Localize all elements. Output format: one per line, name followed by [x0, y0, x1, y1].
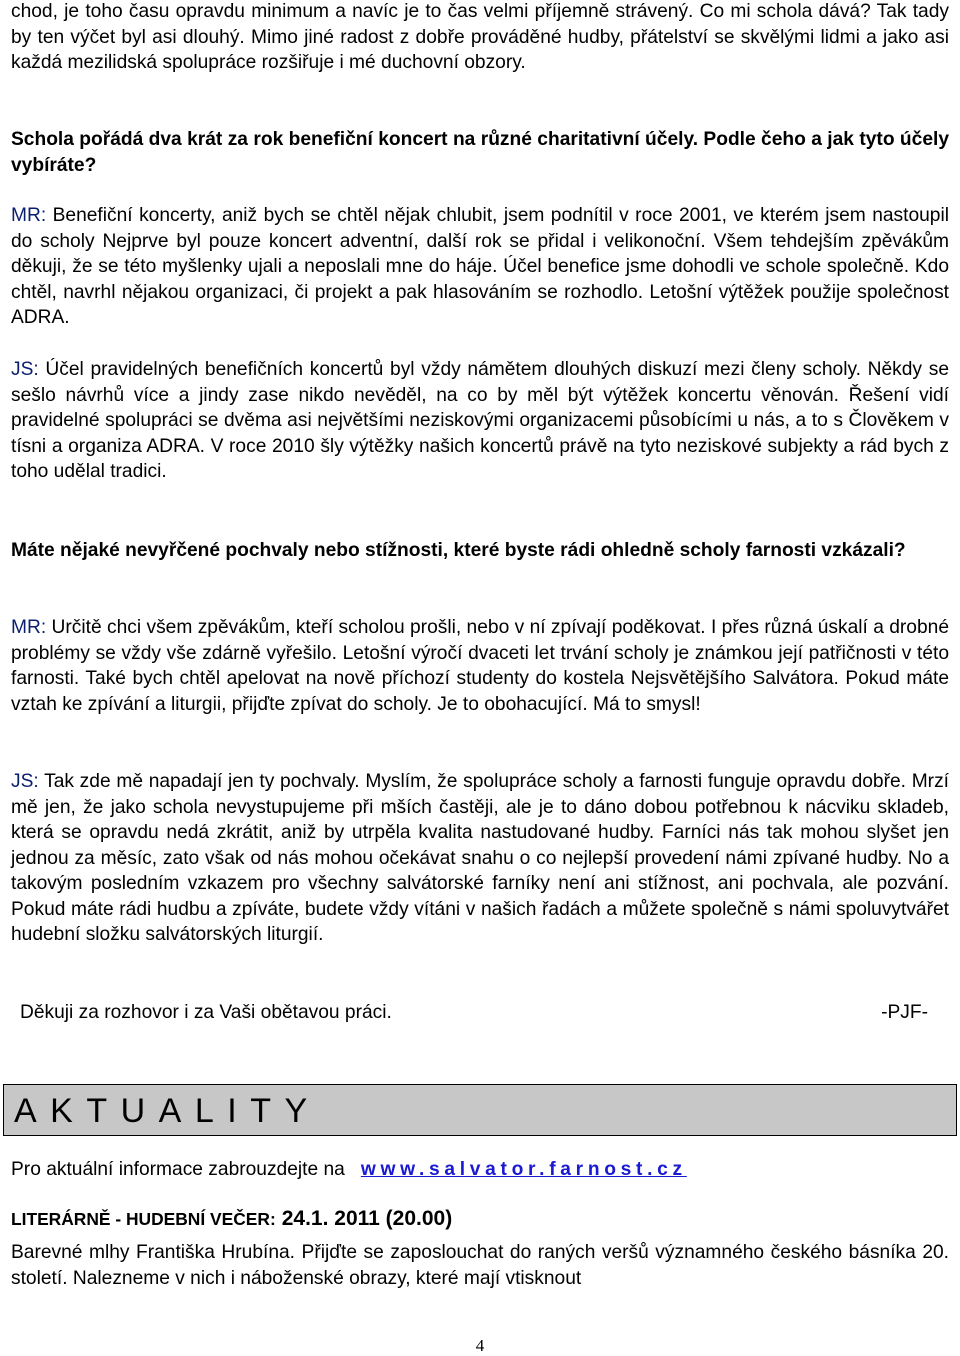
answer-text: Účel pravidelných benefičních koncertů byl vždy námětem dlouhých diskuzí mezi členy scholy. Někdy se sešlo návrhů více a jindy zase nikdo nevěděl, na co by měl být výtěžek koncertu věnován. Řešení vidí pravidelné spolupráci se dvěma asi největšími neziskovými organizacemi působícími u nás, a to s Člověkem v tísni a organiza ADRA. V roce 2010 šly výtěžky našich koncertů právě na tyto neziskové subjekty a rád bych z toho udělal tradici.: [11, 359, 949, 482]
speaker-label: MR:: [11, 617, 47, 638]
author-signature: -PJF-: [881, 1002, 928, 1023]
speaker-label: MR:: [11, 205, 47, 226]
section-banner: [3, 1084, 957, 1136]
answer-text: Tak zde mě napadají jen ty pochvaly. Myslím, že spolupráce scholy a farnosti funguje opravdu dobře. Mrzí mě jen, že jako schola nevystupujeme při mších častěji, ale je to dáno dobou potřebnou k nácviku skladeb, která se opravdu nedá zkrátit, aniž by utrpěla kvalita nastudované hudby. Farníci nás tak mohou slyšet jen jednou za měsíc, zato však od nás mohou očekávat snahu o co nejlepší provedení námi zpívané hudby. No a takovým posledním vzkazem pro všechny salvátorské farníky není ani stížnost, ani pochvala, ale pozvání. Pokud máte rádi hudbu a zpíváte, budete vždy vítáni v našich řadách a můžete společně s námi spoluvytvářet hudební složku salvátorských liturgií.: [11, 771, 949, 945]
event-title: LITERÁRNĚ - HUDEBNÍ VEČER:: [11, 1209, 276, 1229]
thanks-text: Děkuji za rozhovor i za Vaši obětavou práci.: [20, 1002, 392, 1023]
event-description: Barevné mlhy Františka Hrubína. Přijďte se zaposlouchat do raných veršů významného českého básníka 20. století. Nalezneme v nich i náboženské obrazy, které mají vtisknout: [11, 1242, 949, 1289]
info-line: [11, 1157, 687, 1183]
answer-text: Určitě chci všem zpěvákům, kteří scholou prošli, nebo v ní zpívají poděkovat. I přes různá úskalí a drobné problémy se vždy vše zdárně vyřešilo. Letošní výročí dvaceti let trvání scholy je známkou její patřičnosti v této farnosti. Také bych chtěl apelovat na nově příchozí studenty do kostela Nejsvětějšího Salvátora. Pokud máte vztah ke zpívání a liturgii, přijďte zpívat do scholy. Je to obohacující. Má to smysl!: [11, 617, 949, 715]
question-2: Máte nějaké nevyřčené pochvaly nebo stížnosti, které byste rádi ohledně scholy farnosti vzkázali?: [11, 540, 906, 561]
event-date: 24.1. 2011 (20.00): [281, 1207, 453, 1230]
answer-3: [11, 615, 949, 717]
answer-2: [11, 357, 949, 485]
info-text: Pro aktuální informace zabrouzdejte na: [11, 1159, 345, 1180]
website-link[interactable]: www.salvator.farnost.cz: [360, 1159, 687, 1180]
page-number: 4: [475, 1336, 485, 1355]
speaker-label: JS:: [11, 771, 39, 792]
event-heading: [11, 1204, 452, 1235]
answer-1: [11, 203, 949, 331]
section-title: AKTUALITY: [14, 1092, 321, 1130]
speaker-label: JS:: [11, 359, 39, 380]
intro-paragraph: chod, je toho času opravdu minimum a navíc je to čas velmi příjemně strávený. Co mi schola dává? Tak tady by ten výčet byl asi dlouhý. Mimo jiné radost z dobře prováděné hudby, přátelství se skvělými lidmi a jako asi každá mezilidská spolupráce rozšiřuje i mé duchovní obzory.: [11, 1, 949, 73]
closing-line: [20, 1000, 928, 1026]
answer-text: Benefiční koncerty, aniž bych se chtěl nějak chlubit, jsem podnítil v roce 2001, ve kterém jsem nastoupil do scholy Nejprve byl pouze koncert adventní, další rok se přidal i velikonoční. Všem tehdejším zpěvákům děkuji, že se této myšlenky ujali a neposlali mne do háje. Účel benefice jsme dohodli ve schole společně. Kdo chtěl, navrhl nějakou organizaci, či projekt a pak hlasováním se rozhodlo. Letošní výtěžek použije společnost ADRA.: [11, 205, 949, 328]
question-1: Schola pořádá dva krát za rok benefiční koncert na různé charitativní účely. Podle čeho a jak tyto účely vybíráte?: [11, 129, 949, 176]
answer-4: [11, 769, 949, 948]
